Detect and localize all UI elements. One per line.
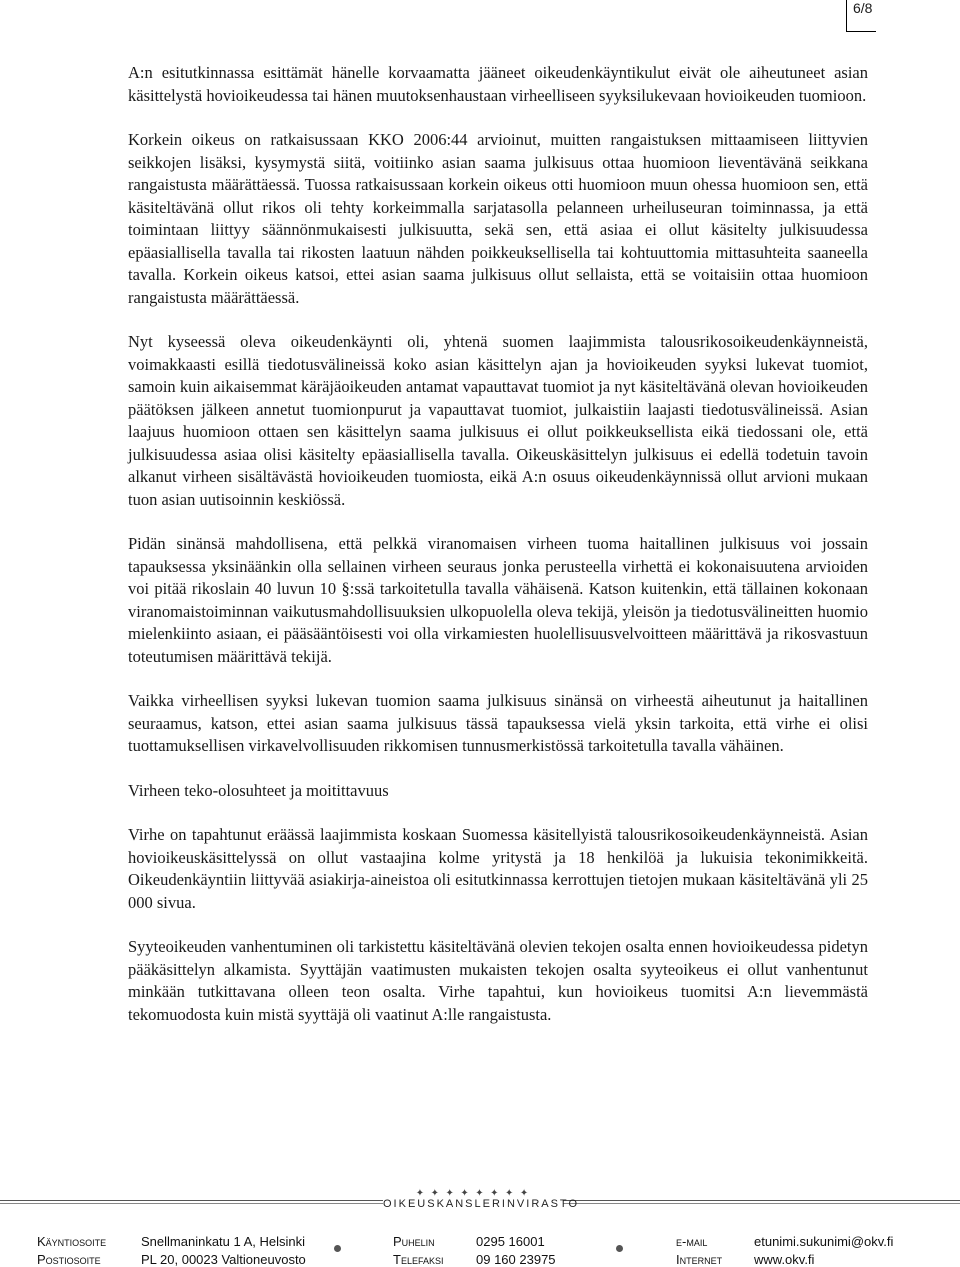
- separator-dot-icon: [334, 1245, 341, 1252]
- paragraph: Nyt kyseessä oleva oikeudenkäynti oli, yhtenä suomen laajimmista talousrikosoikeudenkäynneistä, voimakkaasti esillä tiedotusvälineissä koko asian käsittelyn ajan ja hovioikeuden syyksi lukevat tuomiot, samoin kuin aikaisemmat käräjäoikeuden antamat vapauttavat tuomiot ja nyt käsiteltävänä olevan hovioikeuden päätöksen jälkeen annetut tuomionpurut ja vapauttavat tuomiot, julkaistiin laajasti tiedotusvälineissä. Asian laajuus huomioon ottaen sen käsittelyn saama julkisuus ei ollut poikkeuksellista eikä tiedossani ole, että julkisuudessa asiaa olisi käsitelty epäasiallisella tavalla. Oikeuskäsittelyn julkisuus ei edellä todetuin tavoin alkanut virheen sisältävästä hovioikeuden tuomiosta, eikä A:n osuus oikeudenkäynnissä ollut arvioni mukaan tuon asian uutisoinnin keskiössä.: [128, 332, 868, 509]
- email-label: e-mail: [676, 1234, 708, 1249]
- document-body: [128, 62, 868, 1048]
- website-link[interactable]: www.okv.fi: [754, 1252, 815, 1267]
- org-logo: [383, 1188, 580, 1212]
- paragraph: Syyteoikeuden vanhentuminen oli tarkistettu käsiteltävänä olevien tekojen osalta ennen hovioikeudessa pidetyn pääkäsittelyn alkamista. Syyttäjän vaatimusten mukaisten tekojen osalta syyteoikeus ei ollut vanhentunut minkään tutkittavana olleen teon osalta. Virhe tapahtui, kun hovioikeus tuomitsi A:n lievemmästä tekomuodosta kuin mistä syyttäjä oli vaatinut A:lle rangaistusta.: [128, 937, 868, 1024]
- visiting-address: Snellmaninkatu 1 A, Helsinki: [141, 1234, 306, 1249]
- fax-label: Telefaksi: [393, 1252, 444, 1267]
- paragraph: Pidän sinänsä mahdollisena, että pelkkä viranomaisen virheen tuoma haitallinen julkisuus voi jossain tapauksessa yksinäänkin olla sellainen virheen seuraus jonka perusteella virhettä ei kokonaisuutena arvioiden voi pitää rikoslain 40 luvun 10 §:ssä tarkoitetulla tavalla vähäisenä. Katson kuitenkin, että tällainen kokonaan viranomaistoiminnan vaikutusmahdollisuuksien ulkopuolella oleva tekijä, yleisön ja tiedotusvälineitten huomio mielenkiinto asiaan, ei pääsääntöisesti voi olla virkamiesten huolellisuusvelvoitteen määrittävä ja rikosvastuun toteutumisen määrittävä tekijä.: [128, 534, 868, 666]
- page-number: 6/8: [846, 0, 876, 32]
- postal-address: PL 20, 00023 Valtioneuvosto: [141, 1252, 306, 1267]
- ornament-icon: ✦ ✦ ✦ ✦ ✦ ✦ ✦ ✦: [415, 1188, 531, 1199]
- email-address[interactable]: etunimi.sukunimi@okv.fi: [754, 1234, 894, 1249]
- paragraph: Korkein oikeus on ratkaisussaan KKO 2006:44 arvioinut, muitten rangaistuksen mittaamiseen liittyvien seikkojen lisäksi, kysymystä siitä, voitiinko asian saama julkisuus ottaa huomioon lieventävänä seikkana rangaistusta määrättäessä. Tuossa ratkaisussaan korkein oikeus otti huomioon muun ohessa huomioon sen, että käsiteltävänä ollut rikos oli tehty korkeimmalla sarjatasolla pelanneen urheiluseuran toiminnassa, ja että toimintaan liittyy säännönmukaisesti julkisuutta, sekä sen, että asiaa ei ollut käsitelty julkisuudessa epäasiallisella tavalla tai rikosten laatuun nähden poikkeuksellisella tai kohtuuttomia mittasuhteita saaneella tavalla. Korkein oikeus katsoi, ettei asian saama julkisuus ollut sellaista, että se voitaisiin ottaa huomioon rangaistusta määrättäessä.: [128, 130, 868, 307]
- visiting-address-label: Käyntiosoite: [37, 1234, 107, 1249]
- separator-dot-icon: [616, 1245, 623, 1252]
- paragraph: Virhe on tapahtunut eräässä laajimmista koskaan Suomessa käsitellyistä talousrikosoikeudenkäynneistä. Asian hovioikeuskäsittelyssä on ollut vastaajina kolme yritystä ja 18 henkilöä ja lukuisia tekonimikkeitä. Oikeudenkäyntiin liittyvää asiakirja-aineistoa oli esitutkinnassa kerrottujen tietojen mukaan käsiteltävänä yli 25 000 sivua.: [128, 825, 868, 912]
- paragraph: A:n esitutkinnassa esittämät hänelle korvaamatta jääneet oikeudenkäyntikulut eivät ole aiheutuneet asian käsittelystä hovioikeudessa tai hänen muutoksenhaustaan virheelliseen syyksilukevaan hovioikeuden tuomioon.: [128, 63, 868, 105]
- postal-address-label: Postiosoite: [37, 1252, 101, 1267]
- section-heading: Virheen teko-olosuhteet ja moitittavuus: [128, 780, 389, 800]
- phone-label: Puhelin: [393, 1234, 435, 1249]
- org-name: OIKEUSKANSLERINVIRASTO: [383, 1198, 580, 1210]
- paragraph: Vaikka virheellisen syyksi lukevan tuomion saama julkisuus sinänsä on virheestä aiheutunut ja haitallinen seuraamus, katson, ettei asian saama julkisuus tässä tapauksessa vielä yksin tarkoita, että virhe ei olisi tuottamuksellisen virkavelvollisuuden rikkomisen tunnusmerkistössä tarkoitetulla tavalla vähäinen.: [128, 691, 868, 755]
- internet-label: Internet: [676, 1252, 723, 1267]
- fax-number: 09 160 23975: [476, 1252, 556, 1267]
- phone-number: 0295 16001: [476, 1234, 545, 1249]
